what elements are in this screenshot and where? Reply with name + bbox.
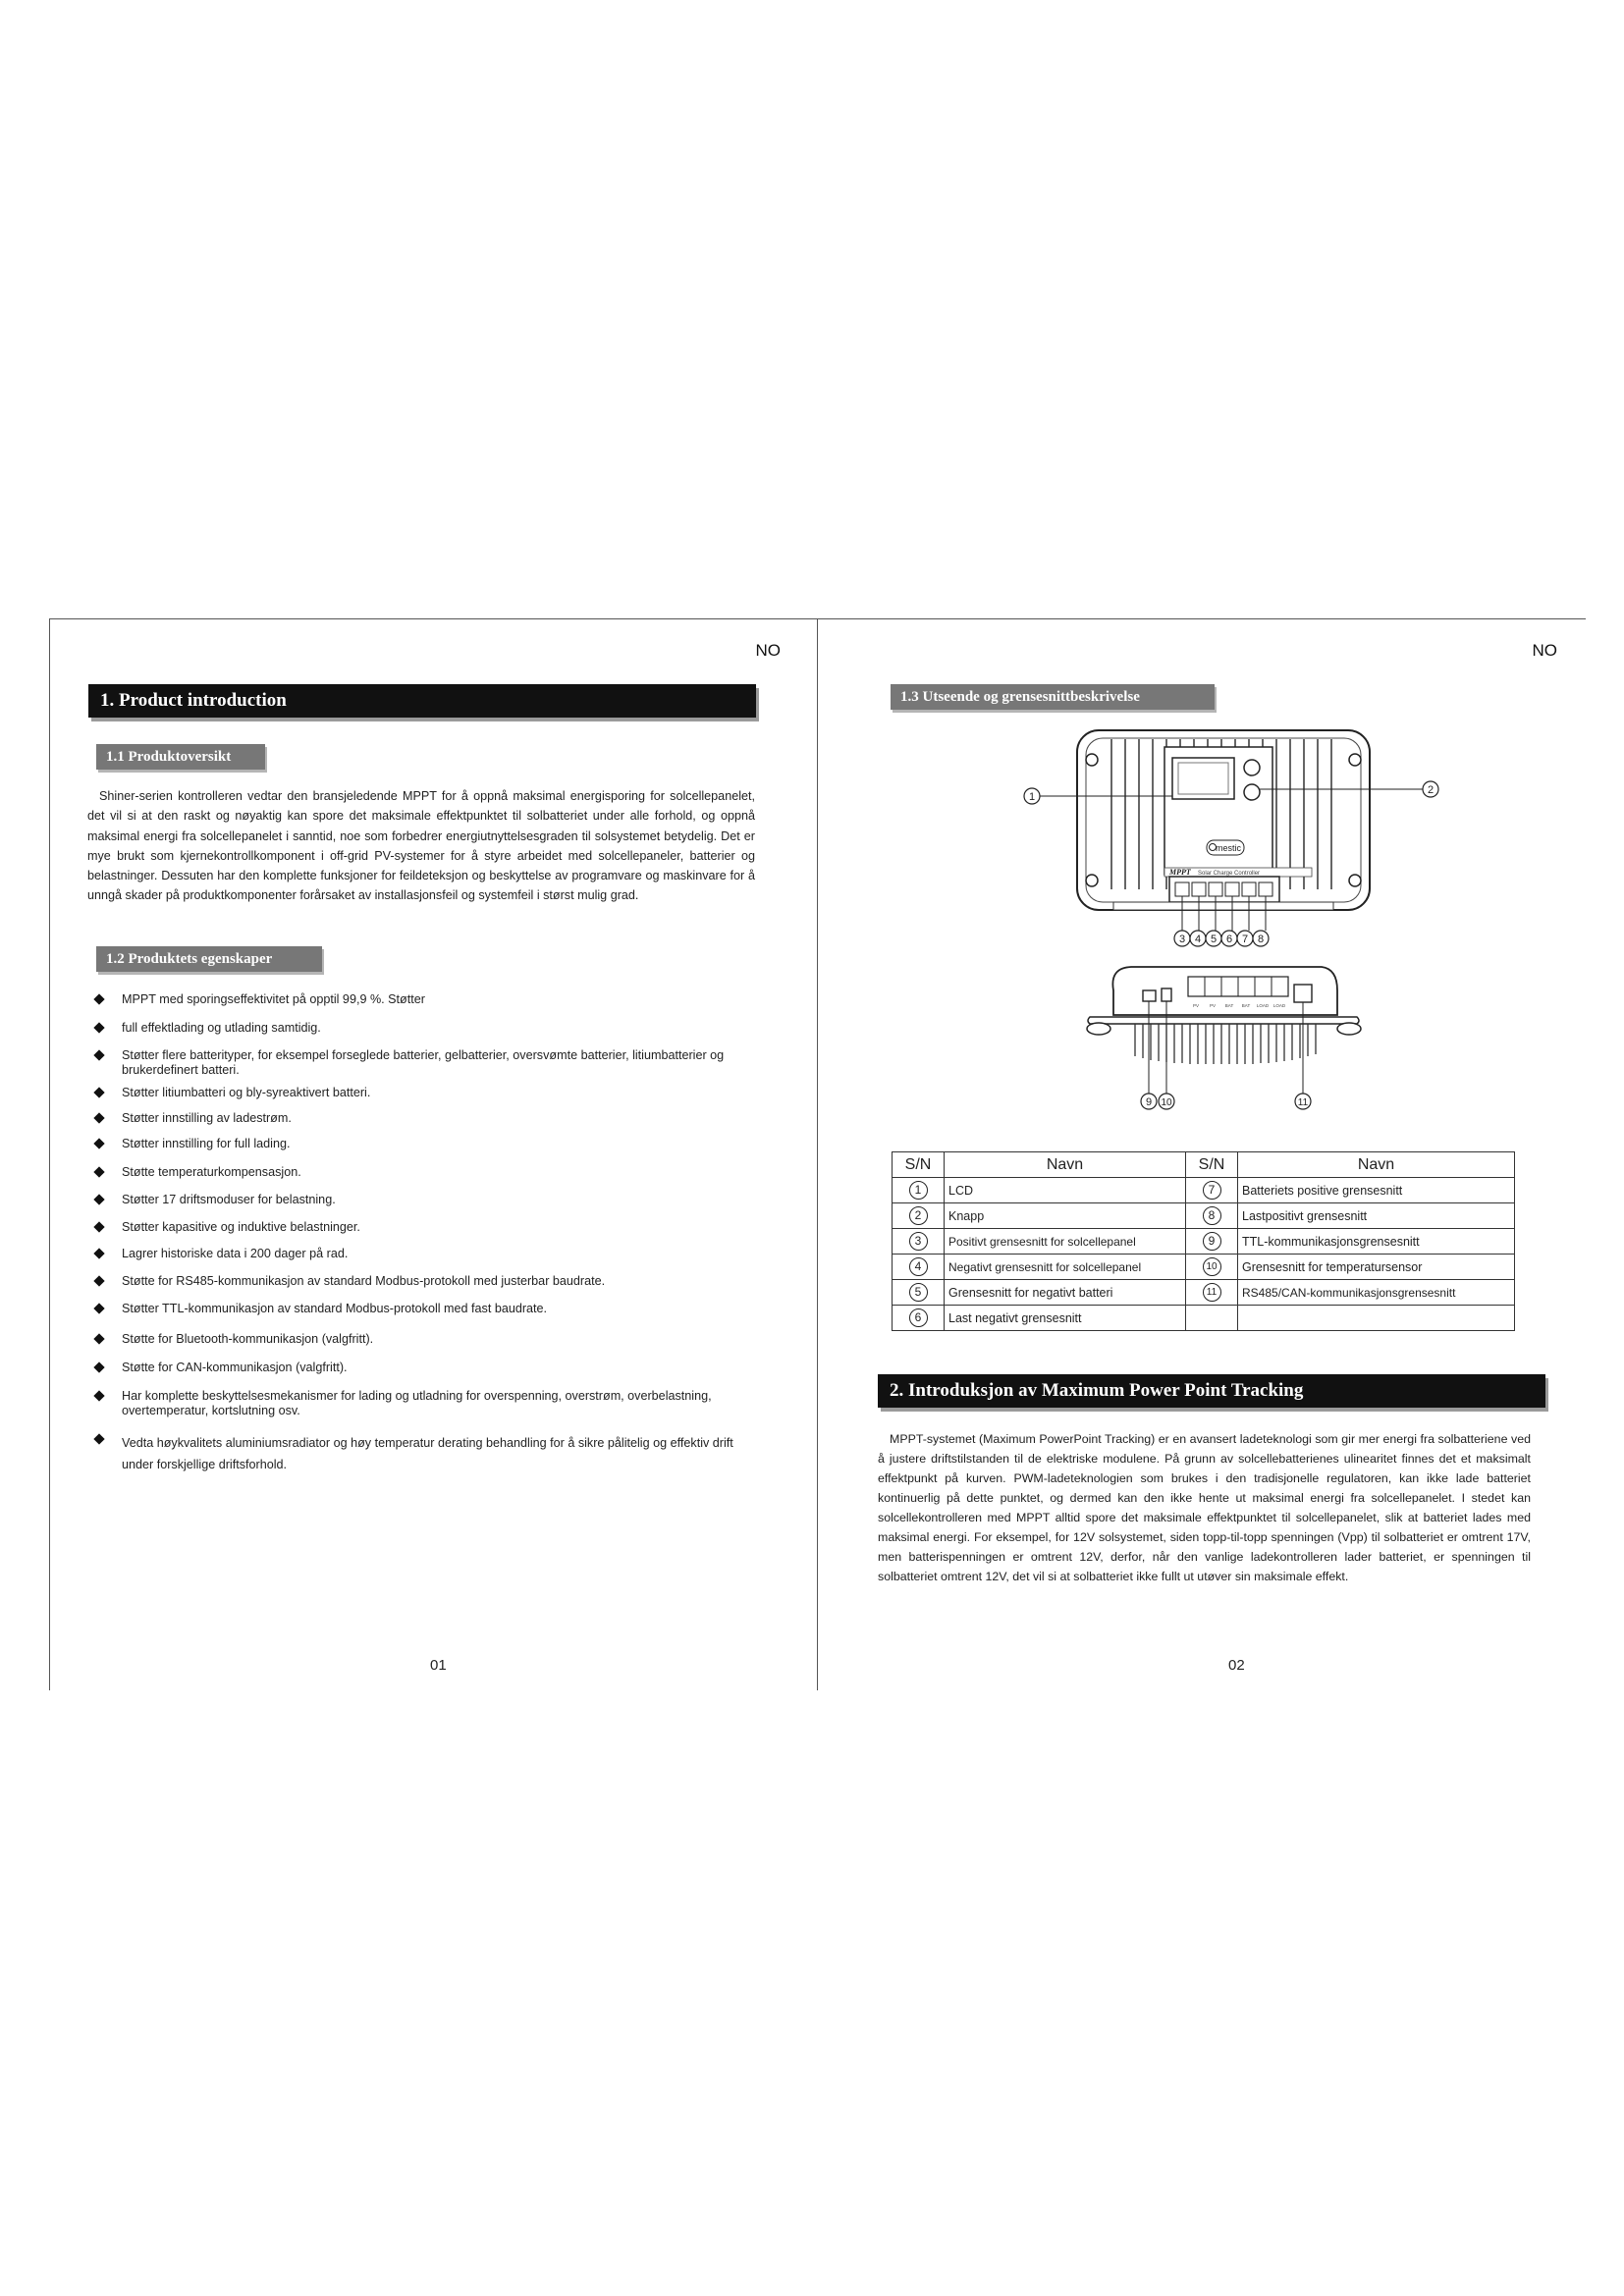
controller-side-view (1087, 967, 1361, 1064)
diamond-bullet-icon (93, 1333, 104, 1344)
subsection-1-2-heading: 1.2 Produktets egenskaper (96, 946, 322, 972)
empty-cell (1186, 1306, 1238, 1331)
sn-number: 5 (909, 1283, 928, 1302)
interface-name: LCD (945, 1178, 1186, 1203)
interface-name: Grensesnitt for negativt batteri (945, 1280, 1186, 1306)
feature-item: Støtter kapasitive og induktive belastninger. (95, 1220, 763, 1235)
table-row (893, 1255, 1515, 1280)
controller-front-view (1077, 730, 1370, 910)
interface-name: Last negativt grensesnitt (945, 1306, 1186, 1331)
feature-item: full effektlading og utlading samtidig. (95, 1021, 763, 1036)
feature-item: Støtte for Bluetooth-kommunikasjon (valgfritt). (95, 1332, 763, 1347)
interface-name: RS485/CAN-kommunikasjonsgrensesnitt (1238, 1280, 1515, 1306)
model-label: MPPT (1169, 868, 1191, 877)
table-row (893, 1280, 1515, 1306)
sn-number: 3 (909, 1232, 928, 1251)
feature-item: Støtter flere batterityper, for eksempel forseglede batterier, gelbatterier, oversvømte batterier, litiumbatterier og brukerdefinert batteri. (95, 1048, 763, 1078)
table-row (893, 1203, 1515, 1229)
page-divider (817, 618, 818, 1690)
callout-6-label: 6 (1225, 934, 1233, 945)
right-page (819, 619, 1585, 1689)
port-label: PV (1209, 1003, 1217, 1008)
mppt-paragraph: MPPT-systemet (Maximum PowerPoint Tracking) er en avansert ladeteknologi som gir mer energi fra solbatteriene ved å justere driftstilstanden til de elektriske modulene. På grunn av solcellebatterienes ulinearitet finnes det et maksimalt effektpunkt på kurven. PWM-ladeteknologien som brukes i den tradisjonelle regulatoren, kan ikke lade batteriet kontinuerlig på dette punktet, og dermed kan den ikke hente ut maksimal energi fra solcellepanelet. I stedet kan solcellekontrolleren med MPPT alltid spore det maksimale effektpunktet til solcellepanelet, slik at batteriet lades med maksimal energi. For eksempel, for 12V solsystemet, siden topp-til-topp spenningen (Vpp) til solbatteriet er omtrent 17V, men batterispenningen er omtrent 12V, derfor, når den vanlige ladekontrolleren lader batteriet, er spenningen til solbatteriet omtrent 12V, det vil si at solbatteriet ikke fullt ut utøver sin maksimale effekt. (878, 1432, 1531, 1583)
device-diagram (819, 619, 1585, 1154)
table-row (893, 1306, 1515, 1331)
lcd-screen (1172, 758, 1234, 799)
button-icon (1244, 784, 1260, 800)
callout-5-label: 5 (1210, 934, 1218, 945)
subsection-1-1-heading: 1.1 Produktoversikt (96, 744, 265, 770)
feature-item: Støtter innstilling av ladestrøm. (95, 1111, 763, 1126)
port-label: BAT (1241, 1003, 1251, 1008)
column-header-name: Navn (1238, 1152, 1515, 1178)
model-sublabel: Solar Charge Controller (1198, 871, 1261, 877)
callout-7-label: 7 (1241, 934, 1249, 945)
left-page (51, 619, 816, 1689)
ttl-port-icon (1143, 990, 1156, 1001)
section-2-heading: 2. Introduksjon av Maximum Power Point Tracking (878, 1374, 1545, 1408)
sn-number: 10 (1203, 1257, 1221, 1276)
port-label: BAT (1224, 1003, 1234, 1008)
feature-item: Støtter litiumbatteri og bly-syreaktivert batteri. (95, 1086, 763, 1100)
diamond-bullet-icon (93, 1112, 104, 1123)
language-label: NO (1532, 641, 1557, 660)
feature-item: Støtter 17 driftsmoduser for belastning. (95, 1193, 763, 1207)
callout-8-label: 8 (1257, 934, 1265, 945)
rs485-port-icon (1294, 985, 1312, 1002)
diamond-bullet-icon (93, 1390, 104, 1401)
diamond-bullet-icon (93, 1362, 104, 1372)
table-header-row (893, 1152, 1515, 1178)
feature-item: Støtte for RS485-kommunikasjon av standard Modbus-protokoll med justerbar baudrate. (95, 1274, 763, 1289)
section-1-heading: 1. Product introduction (88, 684, 756, 718)
callout-3-label: 3 (1178, 934, 1186, 945)
diamond-bullet-icon (93, 1221, 104, 1232)
diamond-bullet-icon (93, 1166, 104, 1177)
interface-name: Lastpositivt grensesnitt (1238, 1203, 1515, 1229)
interface-name: Positivt grensesnitt for solcellepanel (948, 1234, 1136, 1249)
callout-1-label: 1 (1028, 791, 1036, 803)
callout-11-label: 11 (1297, 1097, 1309, 1108)
diamond-bullet-icon (93, 993, 104, 1004)
sn-number: 7 (1203, 1181, 1221, 1200)
feature-item: Støtter innstilling for full lading. (95, 1137, 763, 1151)
interface-table (892, 1151, 1515, 1331)
callout-2-label: 2 (1427, 784, 1435, 796)
feature-item: Støtter TTL-kommunikasjon av standard Modbus-protokoll med fast baudrate. (95, 1302, 763, 1316)
feature-item: Støtte for CAN-kommunikasjon (valgfritt). (95, 1361, 763, 1375)
port-label: LOAD (1256, 1003, 1270, 1008)
diamond-bullet-icon (93, 1087, 104, 1097)
interface-name: Grensesnitt for temperatursensor (1238, 1255, 1515, 1280)
callout-4-label: 4 (1194, 934, 1202, 945)
interface-name: Negativt grensesnitt for solcellepanel (948, 1259, 1142, 1274)
column-header-sn: S/N (1186, 1152, 1238, 1178)
feature-item: MPPT med sporingseffektivitet på opptil 99,9 %. Støtter (95, 992, 763, 1007)
language-label: NO (755, 641, 781, 660)
temp-sensor-port-icon (1162, 988, 1171, 1001)
table-row (893, 1229, 1515, 1255)
diamond-bullet-icon (93, 1248, 104, 1258)
interface-name: Knapp (945, 1203, 1186, 1229)
sn-number: 6 (909, 1308, 928, 1327)
column-header-name: Navn (945, 1152, 1186, 1178)
feature-item: Har komplette beskyttelsesmekanismer for lading og utladning for overspenning, overstrøm, overbelastning, overtemperatur, kortslutning osv. (95, 1389, 763, 1418)
callout-10-label: 10 (1161, 1097, 1172, 1108)
overview-paragraph: Shiner-serien kontrolleren vedtar den bransjeledende MPPT for å oppnå maksimal energisporing for solcellepanelet, det vil si at den raskt og nøyaktig kan spore det maksimale effektpunktet til solbatteriet under alle forhold, og oppnå maksimal energi fra solcellepanelet i sanntid, noe som forbedrer energiutnyttelsesgraden til solsystemet betydelig. Det er mye brukt som kjernekontrollkomponent i off-grid PV-systemer for å styre arbeidet med solcellepaneler, batterier og belastninger. Dessuten har den komplette funksjoner for feildeteksjon og beskyttelse av programvare og maskinvare for å unngå skader på produktkomponenter forårsaket av installasjonsfeil og systemfeil i størst mulig grad. (87, 789, 755, 903)
page-frame-left (49, 618, 50, 1690)
sn-number: 1 (909, 1181, 928, 1200)
subsection-1-3-heading: 1.3 Utseende og grensesnittbeskrivelse (891, 684, 1215, 710)
interface-name: Batteriets positive grensesnitt (1238, 1178, 1515, 1203)
diamond-bullet-icon (93, 1022, 104, 1033)
feature-item: Støtte temperaturkompensasjon. (95, 1165, 763, 1180)
diamond-bullet-icon (93, 1303, 104, 1313)
port-label: LOAD (1272, 1003, 1286, 1008)
sn-number: 4 (909, 1257, 928, 1276)
sn-number: 8 (1203, 1206, 1221, 1225)
page-number: 02 (1228, 1657, 1245, 1674)
interface-name: TTL-kommunikasjonsgrensesnitt (1238, 1229, 1515, 1255)
terminal-callouts (1174, 931, 1269, 946)
callout-9-label: 9 (1145, 1096, 1153, 1108)
sn-number: 11 (1203, 1283, 1221, 1302)
diamond-bullet-icon (93, 1138, 104, 1148)
brand-label: mestic (1215, 843, 1242, 853)
diamond-bullet-icon (93, 1275, 104, 1286)
empty-cell (1238, 1306, 1515, 1331)
column-header-sn: S/N (893, 1152, 945, 1178)
table-row (893, 1178, 1515, 1203)
page-number: 01 (430, 1657, 447, 1674)
sn-number: 9 (1203, 1232, 1221, 1251)
port-label: PV (1192, 1003, 1200, 1008)
diamond-bullet-icon (93, 1433, 104, 1444)
feature-item: Vedta høykvalitets aluminiumsradiator og høy temperatur derating behandling for å sikre pålitelig og effektiv drift under forskjellige driftsforhold. (95, 1432, 763, 1475)
diamond-bullet-icon (93, 1049, 104, 1060)
diamond-bullet-icon (93, 1194, 104, 1204)
feature-item: Lagrer historiske data i 200 dager på rad. (95, 1247, 763, 1261)
sn-number: 2 (909, 1206, 928, 1225)
button-icon (1244, 760, 1260, 775)
